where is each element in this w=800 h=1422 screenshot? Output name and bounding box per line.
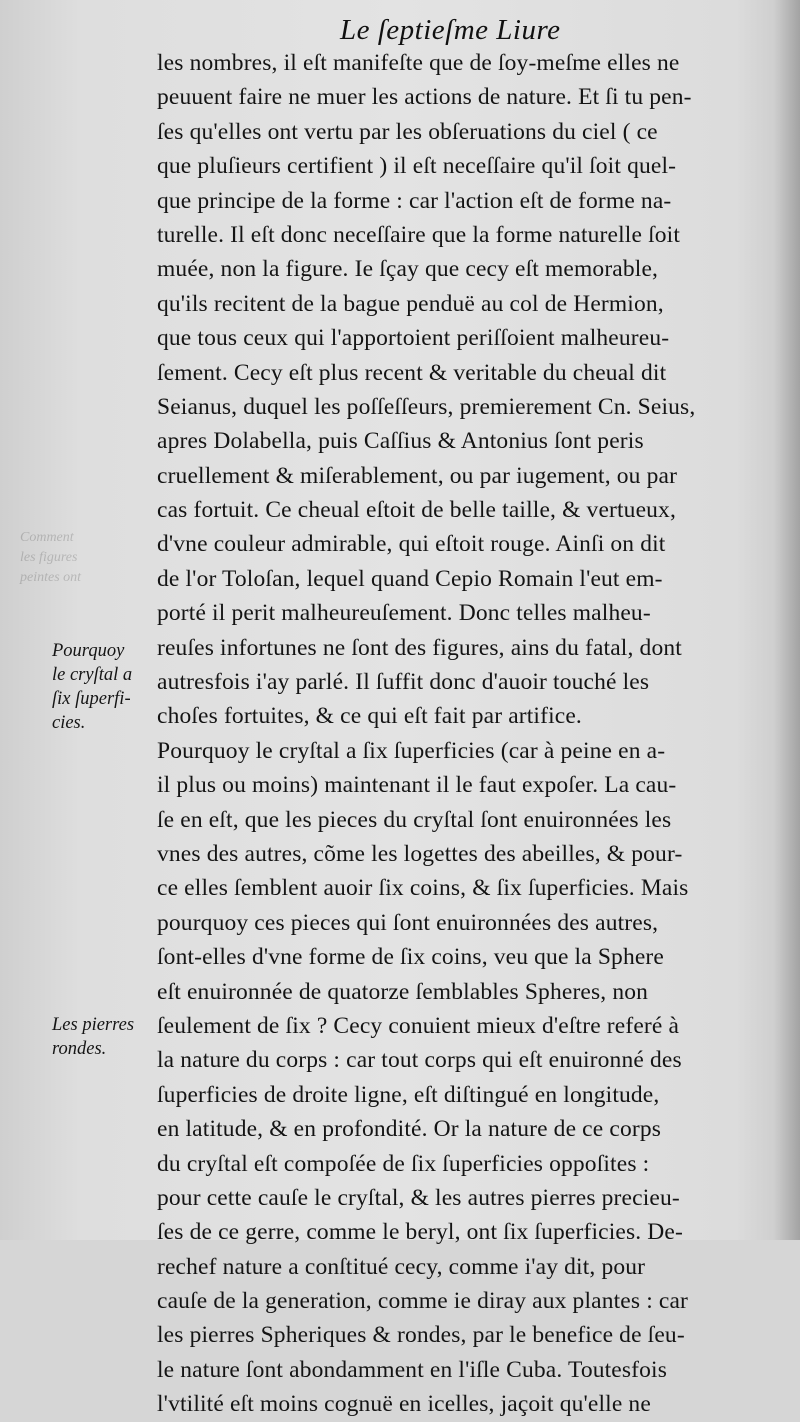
text-line: que pluſieurs certifient ) il eſt neceſſaire qu'il ſoit quel-: [157, 153, 677, 180]
text-line: d'vne couleur admirable, qui eſtoit rouge. Ainſi on dit: [157, 531, 666, 558]
text-line: pourquoy ces pieces qui ſont enuironnées des autres,: [157, 909, 659, 936]
text-line: il plus ou moins) maintenant il le faut expoſer. La cau-: [157, 772, 677, 799]
marginal-note-crystal: [52, 639, 152, 735]
text-line: peuuent faire ne muer les actions de nature. Et ſi tu pen-: [157, 84, 692, 111]
text-line: de l'or Toloſan, lequel quand Cepio Romain l'eut em-: [157, 565, 663, 592]
text-line: ſont-elles d'vne forme de ſix coins, veu que la Sphere: [157, 944, 664, 971]
text-line: cruellement & miſerablement, ou par iugement, ou par: [157, 462, 678, 489]
text-line: qu'ils recitent de la bague penduë au col de Hermion,: [157, 290, 664, 317]
marginal-note-round-stones: [52, 1013, 152, 1061]
text-line: ſeulement de ſix ? Cecy conuient mieux d'eſtre referé à: [157, 1012, 680, 1039]
text-line: ſes qu'elles ont vertu par les obſeruations du ciel ( ce: [157, 118, 658, 145]
text-line: les nombres, il eſt manifeſte que de ſoy-meſme elles ne: [157, 50, 680, 76]
text-line: que tous ceux qui l'apportoient periſſoient malheureu-: [157, 325, 670, 352]
text-line: cas fortuit. Ce cheual eſtoit de belle taille, & vertueux,: [157, 497, 676, 524]
text-line: cauſe de la generation, comme ie diray aux plantes : car: [157, 1288, 689, 1315]
marginal-note-line: Pourquoy: [52, 641, 125, 661]
text-line: en latitude, & en profondité. Or la nature de ce corps: [157, 1116, 662, 1143]
text-line: reuſes infortunes ne ſont des figures, ains du fatal, dont: [157, 634, 682, 661]
text-line: Seianus, duquel les poſſeſſeurs, premierement Cn. Seius,: [157, 393, 696, 420]
running-head: Le ſeptieſme Liure: [340, 14, 561, 46]
text-line: vnes des autres, cõme les logettes des abeilles, & pour-: [157, 840, 683, 867]
text-line: porté il perit malheureuſement. Donc telles malheu-: [157, 600, 651, 627]
text-line: la nature du corps : car tout corps qui eſt enuironné des: [157, 1047, 682, 1074]
main-text-column: [157, 46, 757, 1422]
text-line: turelle. Il eſt donc neceſſaire que la forme naturelle ſoit: [157, 221, 681, 248]
page-edge-shadow: [774, 0, 800, 1240]
marginal-note-line: ſix ſuperfi-: [52, 689, 131, 709]
text-line: pour cette cauſe le cryſtal, & les autres pierres precieu-: [157, 1184, 680, 1211]
text-line: du cryſtal eſt compoſée de ſix ſuperficies oppoſites :: [157, 1150, 650, 1177]
text-line: rechef nature a conſtitué cecy, comme i'ay dit, pour: [157, 1253, 646, 1280]
text-line: eſt enuironnée de quatorze ſemblables Spheres, non: [157, 978, 649, 1005]
marginal-note-line: le cryſtal a: [52, 665, 133, 685]
text-line: Pourquoy le cryſtal a ſix ſuperficies (car à peine en a-: [157, 737, 666, 764]
text-line: apres Dolabella, puis Caſſius & Antonius ſont peris: [157, 428, 644, 455]
text-line: choſes fortuites, & ce qui eſt fait par artifice.: [157, 703, 582, 730]
text-line: ce elles ſemblent auoir ſix coins, & ſix ſuperficies. Mais: [157, 875, 689, 902]
text-line: les pierres Spheriques & rondes, par le benefice de ſeu-: [157, 1322, 685, 1349]
marginal-note-line: cies.: [52, 713, 86, 733]
bleed-through-text: Comment les figures peintes ont: [20, 530, 82, 585]
text-line: l'vtilité eſt moins cognuë en icelles, jaçoit qu'elle ne: [157, 1391, 651, 1418]
text-line: ſuperficies de droite ligne, eſt diſtingué en longitude,: [157, 1081, 660, 1108]
text-line: ſe en eſt, que les pieces du cryſtal ſont enuironnées les: [157, 806, 672, 833]
text-line: muée, non la figure. Ie ſçay que cecy eſt memorable,: [157, 256, 659, 283]
text-line: le nature ſont abondamment en l'iſle Cuba. Toutesfois: [157, 1356, 668, 1383]
text-line: que principe de la forme : car l'action eſt de forme na-: [157, 187, 672, 214]
text-line: ſement. Cecy eſt plus recent & veritable du cheual dit: [157, 359, 667, 386]
marginal-note-line: rondes.: [52, 1039, 107, 1059]
marginal-note-line: Les pierres: [52, 1015, 135, 1035]
text-line: ſes de ce gerre, comme le beryl, ont ſix ſuperficies. De-: [157, 1219, 683, 1246]
text-line: autresfois i'ay parlé. Il ſuffit donc d'auoir touché les: [157, 669, 650, 696]
